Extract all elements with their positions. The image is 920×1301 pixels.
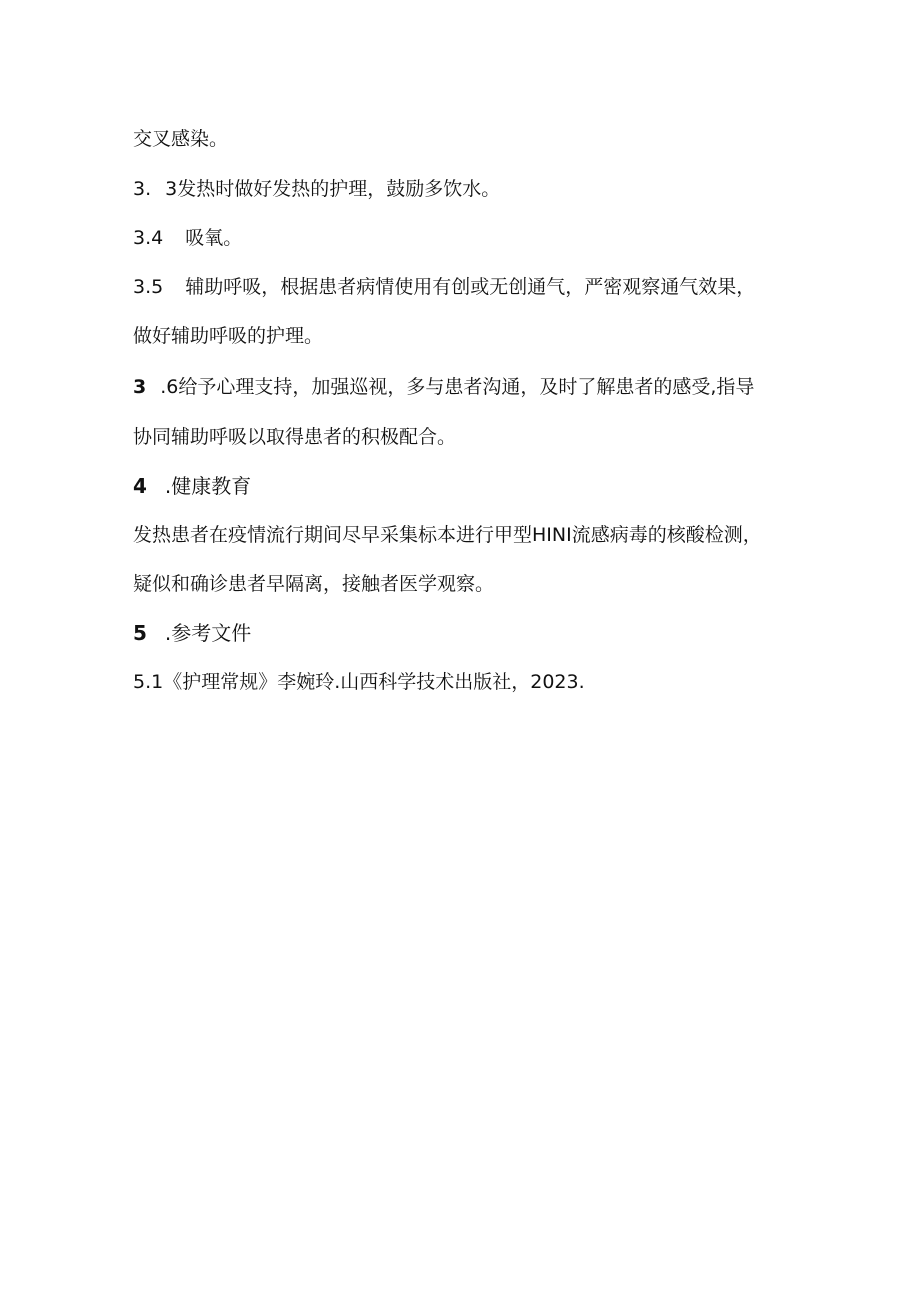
text-line-3-5-continued [133, 323, 323, 349]
line-text: 发热患者在疫情流行期间尽早采集标本进行甲型HINI流感病毒的核酸检测， [133, 524, 762, 546]
text-line-health-education-2 [133, 571, 494, 597]
text-line-3-6 [133, 374, 754, 400]
section-number: 4 [133, 474, 147, 498]
line-text: 辅助呼吸，根据患者病情使用有创或无创通气，严密观察通气效果， [185, 276, 756, 298]
line-text: 5.1《护理常规》李婉玲.山西科学技术出版社，2023. [133, 671, 585, 693]
section-heading-references [133, 620, 251, 646]
section-heading-health-education [133, 473, 251, 499]
line-text: .6给予心理支持，加强巡视，多与患者沟通，及时了解患者的感受,指导 [160, 376, 755, 398]
section-number: 3.4 [133, 227, 164, 249]
line-text: 吸氧。 [185, 227, 243, 249]
text-line-3-5 [133, 274, 755, 300]
line-text: 交叉感染。 [133, 128, 229, 150]
line-text: 3发热时做好发热的护理，鼓励多饮水。 [165, 178, 501, 200]
reference-entry-5-1 [133, 669, 585, 695]
section-number: 3.5 [133, 276, 164, 298]
text-line-cross-infection [133, 126, 228, 152]
heading-text: .健康教育 [164, 474, 252, 498]
section-number: 3. [133, 178, 152, 200]
text-line-3-4 [133, 225, 242, 251]
text-line-3-3 [133, 176, 500, 202]
section-number: 5 [133, 621, 147, 645]
line-text: 做好辅助呼吸的护理。 [133, 325, 324, 347]
section-number: 3 [133, 376, 147, 398]
text-line-health-education-1 [133, 522, 762, 548]
line-text: 疑似和确诊患者早隔离，接触者医学观察。 [133, 573, 495, 595]
heading-text: .参考文件 [164, 621, 252, 645]
text-line-3-6-continued [133, 424, 456, 450]
line-text: 协同辅助呼吸以取得患者的积极配合。 [133, 426, 457, 448]
